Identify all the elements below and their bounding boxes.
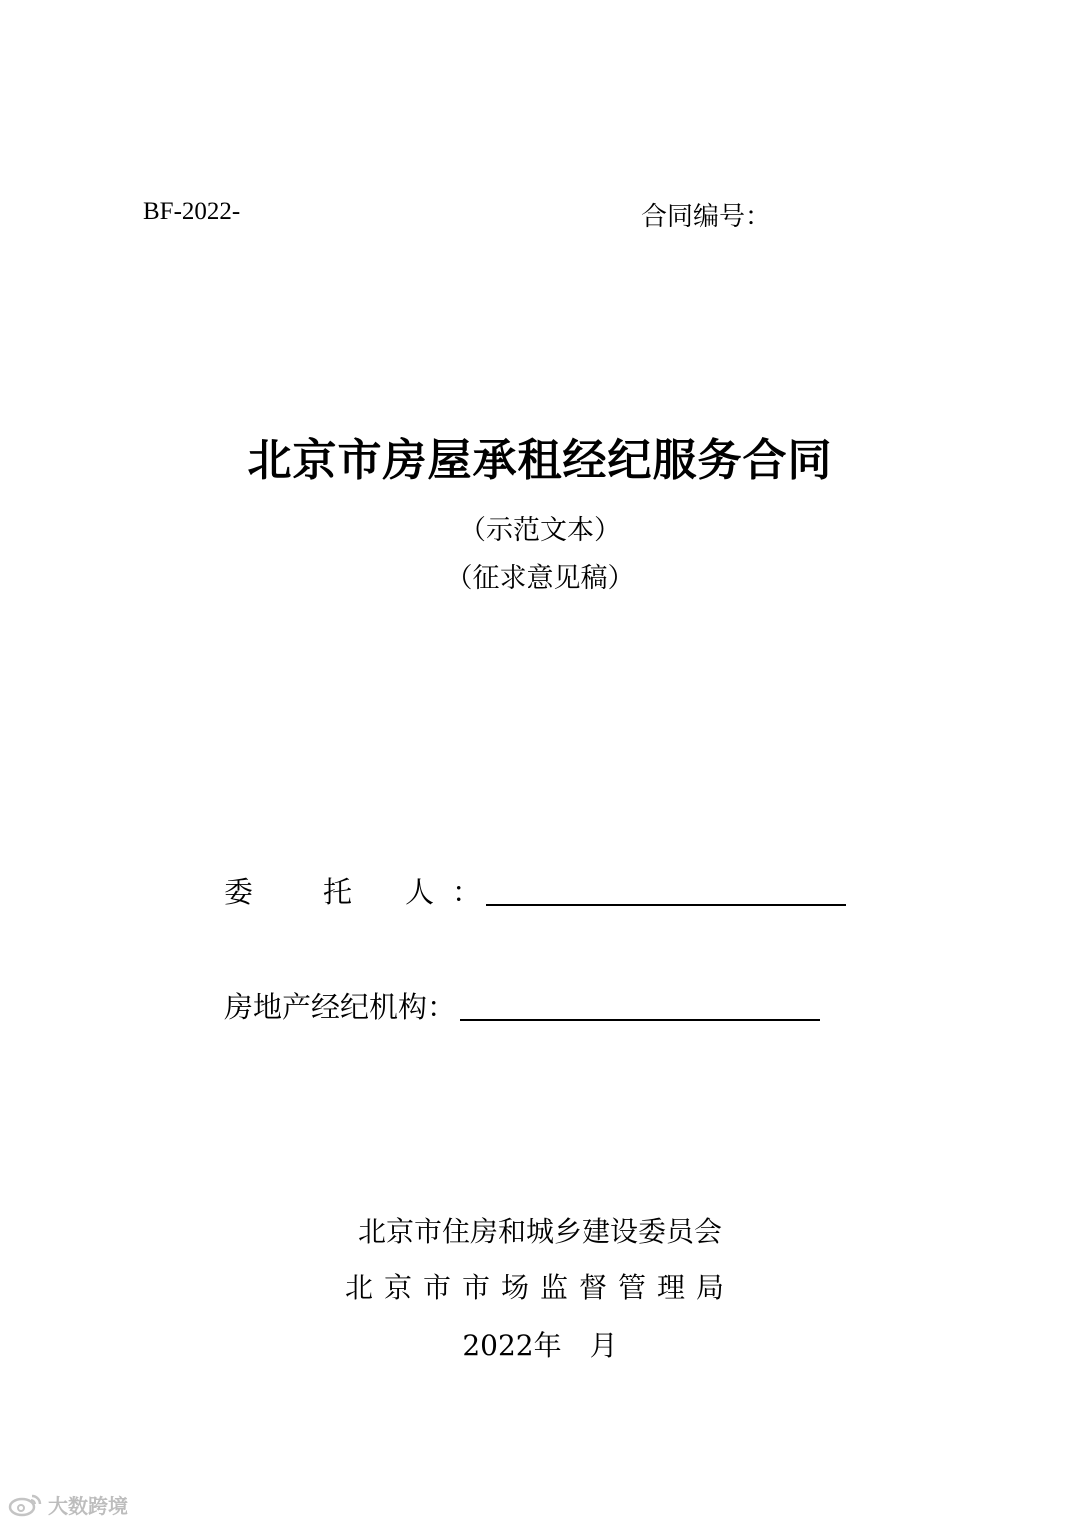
principal-label [224, 870, 482, 911]
subtitle-draft: （征求意见稿） [445, 563, 635, 594]
document-code: BF-2022- [143, 198, 241, 225]
principal-label-char-2: 托 [323, 875, 353, 909]
issuer-housing-commission: 北京市住房和城乡建设委员会 [357, 1215, 722, 1248]
weibo-logo-icon [8, 1493, 44, 1517]
watermark [8, 1490, 128, 1519]
principal-label-char-1: 委 [224, 875, 254, 909]
watermark-text: 大数跨境 [48, 1494, 128, 1518]
document-title: 北京市房屋承租经纪服务合同 [247, 435, 833, 486]
principal-label-char-3: 人 [405, 875, 435, 909]
principal-fill-line [486, 904, 846, 906]
issuer-market-regulation: 北京市市场监督管理局 [344, 1271, 735, 1304]
agency-field [224, 985, 820, 1026]
subtitle-model-text: （示范文本） [459, 515, 621, 546]
principal-label-colon: ： [452, 875, 482, 909]
agency-fill-line [460, 1019, 820, 1021]
agency-label: 房地产经纪机构： [224, 990, 457, 1024]
principal-field [224, 870, 846, 911]
issue-date: 2022年 月 [462, 1329, 618, 1362]
contract-number-label: 合同编号： [641, 202, 772, 232]
